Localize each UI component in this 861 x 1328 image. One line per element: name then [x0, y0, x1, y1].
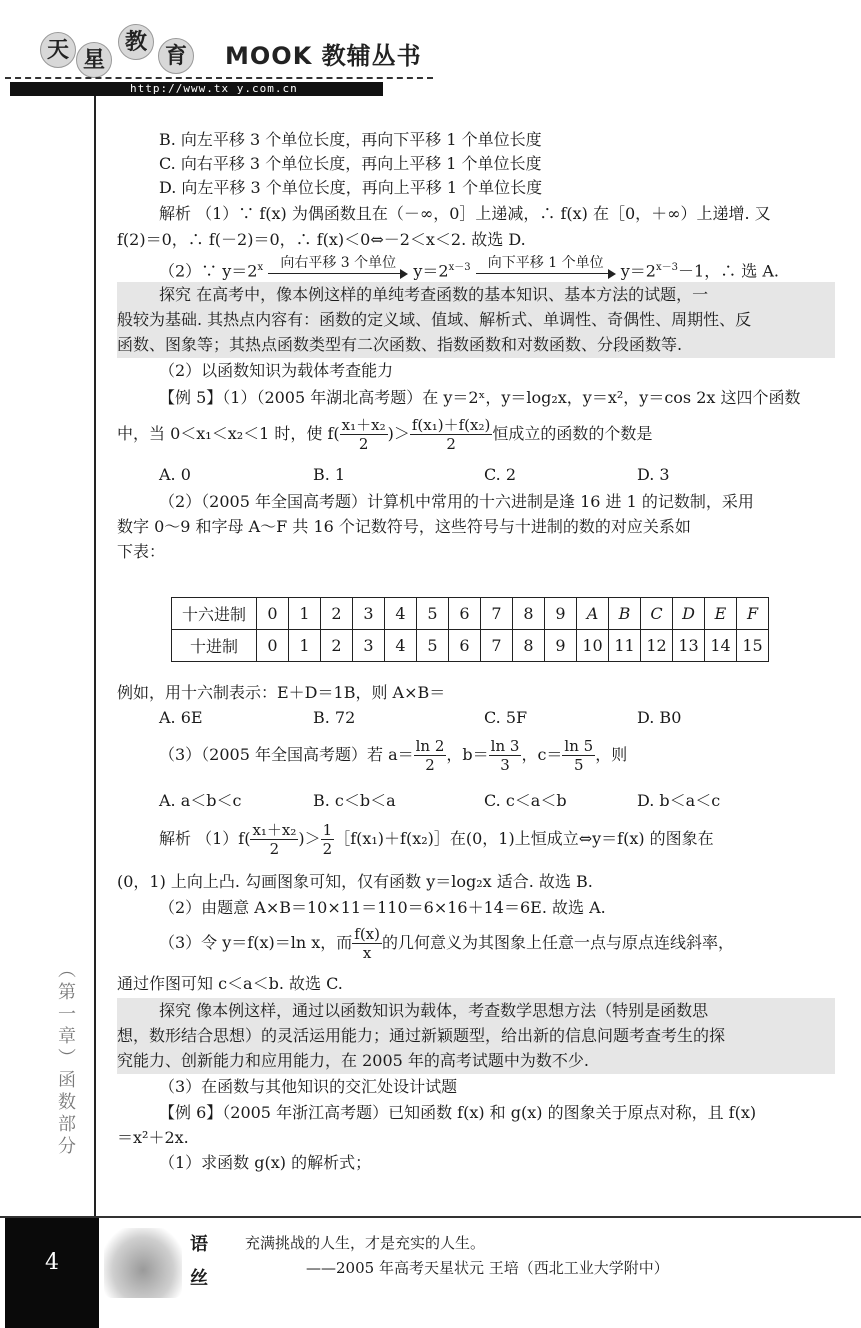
explore-line: 函数、图象等；其热点函数类型有二次函数、指数函数和对数函数、分段函数等. — [117, 335, 683, 354]
example-text: 中，当 0＜x₁＜x₂＜1 时，使 f( — [117, 424, 340, 443]
arrow-label: 向右平移 3 个单位 — [280, 254, 397, 271]
fraction: $\frac{f(x)}{x}$ — [354, 925, 380, 962]
fraction: $\frac{\text{x₁＋x₂}}{2}$ — [252, 821, 297, 858]
fraction: $\frac{\text{f(x₁)＋f(x₂)}}{2}$ — [411, 416, 491, 453]
explore-line: 探究 在高考中，像本例这样的单纯考查函数的基本知识、基本方法的试题，一 — [159, 285, 709, 304]
logo-char: 天 — [40, 32, 76, 68]
analysis-2 — [117, 256, 861, 283]
header-divider — [5, 77, 433, 79]
decorative-image — [104, 1228, 182, 1298]
table-cell: 9 — [545, 630, 577, 662]
option-c: C. 向右平移 3 个单位长度，再向上平移 1 个单位长度 — [159, 154, 542, 173]
quote-attribution: ——2005 年高考天星状元 王培（西北工业大学附中） — [306, 1259, 669, 1277]
choice: C. 2 — [484, 465, 517, 484]
table-cell: B — [609, 598, 641, 630]
table-cell: 6 — [449, 630, 481, 662]
solution-line: (0，1) 上向上凸. 勾画图象可知，仅有函数 y＝log₂x 适合. 故选 B. — [117, 872, 593, 891]
fraction: $\frac{\ln 3}{3}$ — [490, 737, 520, 774]
table-cell: 1 — [289, 630, 321, 662]
table-row — [172, 630, 769, 662]
table-cell: 5 — [417, 598, 449, 630]
explore-line: 般较为基础. 其热点内容有：函数的定义域、值域、解析式、单调性、奇偶性、周期性、反 — [117, 310, 752, 329]
exponent: x－3 — [448, 262, 471, 273]
logo-char: 育 — [158, 38, 194, 74]
question-2: 数字 0～9 和字母 A～F 共 16 个记数符号，这些符号与十进制的数的对应关系如 — [117, 517, 691, 536]
page-number-box — [5, 1218, 99, 1328]
row-header: 十六进制 — [172, 598, 257, 630]
option-d: D. 向左平移 3 个单位长度，再向上平移 1 个单位长度 — [159, 178, 543, 197]
fraction: $\frac{1}{2}$ — [322, 821, 333, 858]
question-2-example: 例如，用十六制表示：E＋D＝1B，则 A×B＝ — [117, 683, 446, 702]
fraction: $\frac{\ln 2}{2}$ — [415, 737, 445, 774]
table-cell: 4 — [385, 598, 417, 630]
question-text: ，b＝ — [446, 745, 489, 764]
choice: C. c＜a＜b — [484, 791, 567, 810]
solution-text: 的几何意义为其图象上任意一点与原点连线斜率， — [382, 933, 735, 952]
table-cell: 3 — [353, 598, 385, 630]
table-cell: D — [673, 598, 705, 630]
example-6: （1）求函数 g(x) 的解析式； — [159, 1153, 372, 1172]
table-cell: 1 — [289, 598, 321, 630]
table-cell: A — [577, 598, 609, 630]
explore-line: 究能力、创新能力和应用能力，在 2005 年的高考试题中为数不少. — [117, 1051, 589, 1070]
explore-line: 探究 像本例这样，通过以函数知识为载体，考查数学思想方法（特别是函数思 — [159, 1001, 709, 1020]
transform-arrow — [476, 254, 616, 283]
analysis-line: f(2)＝0，∴ f(－2)＝0，∴ f(x)＜0⇔－2＜x＜2. 故选 D. — [117, 230, 526, 249]
solution-text: )＞ — [298, 829, 321, 848]
example-6: 【例 6】（2005 年浙江高考题）已知函数 f(x) 和 g(x) 的图象关于原点对称，且 f(x) — [159, 1103, 757, 1122]
choice: D. b＜a＜c — [637, 791, 721, 810]
analysis-line: 解析 （1）∵ f(x) 为偶函数且在（－∞，0］上递减，∴ f(x) 在［0，＋∞）上递增. 又 — [159, 204, 771, 223]
logo-char: 教 — [118, 24, 154, 60]
table-cell: 8 — [513, 630, 545, 662]
choice: A. 0 — [159, 465, 191, 484]
footer-divider — [0, 1216, 861, 1218]
logo-char: 星 — [76, 42, 112, 78]
table-cell: E — [705, 598, 737, 630]
website-url[interactable]: http://www.tx y.com.cn — [130, 82, 298, 95]
table-cell: 11 — [609, 630, 641, 662]
choice: B. 1 — [313, 465, 346, 484]
exponent: x — [257, 262, 264, 273]
question-text: ，c＝ — [521, 745, 563, 764]
series-title: MOOK 教辅丛书 — [225, 42, 422, 70]
table-cell: 6 — [449, 598, 481, 630]
arrow-label: 向下平移 1 个单位 — [487, 254, 604, 271]
section-heading: （2）以函数知识为载体考查能力 — [159, 361, 394, 380]
table-cell: 0 — [257, 598, 289, 630]
page-number: 4 — [45, 1250, 59, 1275]
analysis-text: －1，∴ 选 A. — [678, 261, 780, 281]
question-3 — [117, 734, 861, 776]
solution-line: （2）由题意 A×B＝10×11＝110＝6×16＋14＝6E. 故选 A. — [159, 898, 606, 917]
choice: B. 72 — [313, 708, 356, 727]
row-header: 十进制 — [172, 630, 257, 662]
table-cell: 8 — [513, 598, 545, 630]
url-bar — [10, 82, 383, 96]
option-b: B. 向左平移 3 个单位长度，再向下平移 1 个单位长度 — [159, 130, 542, 149]
table-cell: 7 — [481, 630, 513, 662]
fraction: $\frac{\text{x₁＋x₂}}{2}$ — [341, 416, 386, 453]
table-cell: 14 — [705, 630, 737, 662]
table-cell: F — [737, 598, 769, 630]
table-cell: 7 — [481, 598, 513, 630]
table-row — [172, 598, 769, 630]
choice: D. B0 — [637, 708, 682, 727]
table-cell: 15 — [737, 630, 769, 662]
analysis-text: y＝2 — [413, 261, 449, 281]
table-cell: 5 — [417, 630, 449, 662]
choice: B. c＜b＜a — [313, 791, 396, 810]
question-2: 下表： — [117, 542, 166, 561]
example-text: )＞ — [387, 424, 410, 443]
transform-arrow — [268, 254, 408, 283]
choice: D. 3 — [637, 465, 670, 484]
table-cell: 10 — [577, 630, 609, 662]
question-2: （2）（2005 年全国高考题）计算机中常用的十六进制是逢 16 进 1 的记数制，采用 — [159, 492, 754, 511]
example-5: 【例 5】（1）（2005 年湖北高考题）在 y＝2ˣ，y＝log₂x，y＝x²，y＝cos 2x 这四个函数 — [159, 388, 801, 407]
choice: C. 5F — [484, 708, 528, 727]
margin-rule — [94, 96, 96, 1216]
table-cell: 3 — [353, 630, 385, 662]
analysis-text: （2）∵ y＝2 — [159, 261, 258, 281]
solution-3 — [117, 922, 861, 964]
solution-line: 通过作图可知 c＜a＜b. 故选 C. — [117, 974, 343, 993]
analysis-text: y＝2 — [620, 261, 656, 281]
solution-text: （3）令 y＝f(x)＝ln x，而 — [159, 933, 353, 952]
quote-label: 语丝 — [190, 1234, 208, 1289]
quote-text: 充满挑战的人生，才是充实的人生。 — [245, 1234, 486, 1252]
explore-line: 想，数形结合思想）的灵活运用能力；通过新颖题型，给出新的信息问题考查考生的探 — [117, 1026, 726, 1045]
table-cell: C — [641, 598, 673, 630]
choice: A. a＜b＜c — [159, 791, 242, 810]
question-text: （3）（2005 年全国高考题）若 a＝ — [159, 745, 414, 764]
fraction: $\frac{\ln 5}{5}$ — [564, 737, 594, 774]
solution-text: 解析 （1）f( — [159, 829, 251, 848]
table-cell: 9 — [545, 598, 577, 630]
choice: A. 6E — [159, 708, 203, 727]
question-text: ，则 — [595, 745, 628, 764]
table-cell: 2 — [321, 598, 353, 630]
table-cell: 2 — [321, 630, 353, 662]
example-5-condition — [117, 414, 835, 454]
exponent: x－3 — [656, 262, 679, 273]
example-text: 恒成立的函数的个数是 — [492, 424, 653, 443]
publisher-logo — [40, 28, 450, 76]
solution-text: ［f(x₁)＋f(x₂)］在(0，1)上恒成立⇔y＝f(x) 的图象在 — [334, 829, 714, 848]
hex-decimal-table — [171, 597, 769, 662]
table-cell: 4 — [385, 630, 417, 662]
section-heading: （3）在函数与其他知识的交汇处设计试题 — [159, 1077, 458, 1096]
solution-1 — [117, 818, 861, 860]
table-cell: 12 — [641, 630, 673, 662]
example-6: ＝x²＋2x. — [117, 1128, 189, 1147]
table-cell: 13 — [673, 630, 705, 662]
side-chapter-label: （第一章）函数部分 — [55, 960, 76, 1158]
table-cell: 0 — [257, 630, 289, 662]
